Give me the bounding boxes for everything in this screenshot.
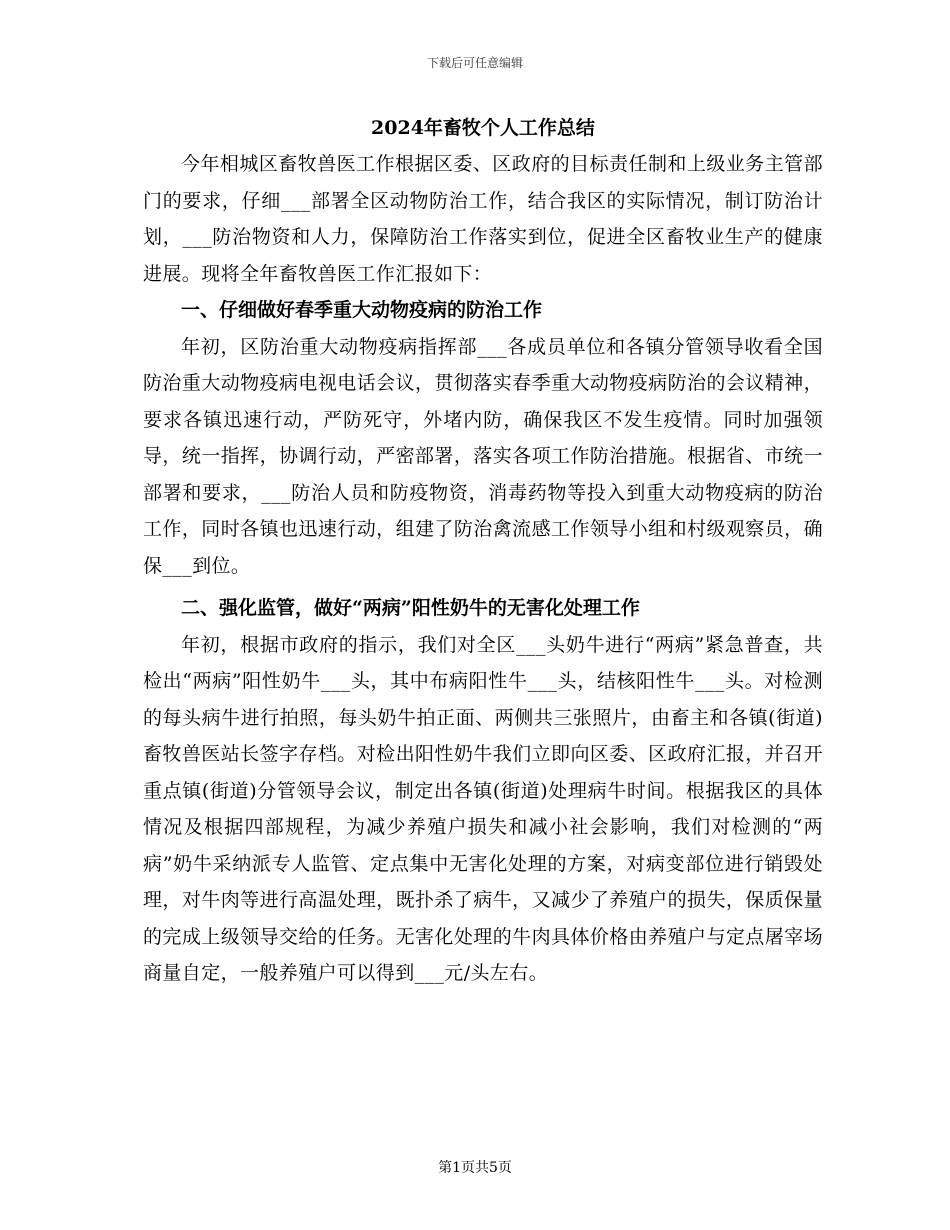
page-number: 第1页共5页 [438,1160,512,1176]
section-heading-1: 一、仔细做好春季重大动物疫病的防治工作 [181,299,543,321]
section-heading-2: 二、强化监管，做好“两病”阳性奶牛的无害化处理工作 [181,597,640,619]
header-note: 下载后可任意编辑 [426,56,523,70]
document-body [143,110,823,992]
document-title: 2024年畜牧个人工作总结 [371,117,595,139]
section-body-1: 年初，区防治重大动物疫病指挥部___各成员单位和各镇分管领导收看全国防治重大动物疫病电视电话会议，贯彻落实春季重大动物疫病防治的会议精神，要求各镇迅速行动，严防死守，外堵内防，确保我区不发生疫情。同时加强领导，统一指挥，协调行动，严密部署，落实各项工作防治措施。根据省、市统一部署和要求，___防治人员和防疫物资，消毒药物等投入到重大动物疫病的防治工作，同时各镇也迅速行动，组建了防治禽流感工作领导小组和村级观察员，确保___到位。 [143,335,823,577]
section-body-2: 年初，根据市政府的指示，我们对全区___头奶牛进行“两病”紧急普查，共检出“两病”阳性奶牛___头，其中布病阳性牛___头，结核阳性牛___头。对检测的每头病牛进行拍照，每头奶牛拍正面、两侧共三张照片，由畜主和各镇(街道)畜牧兽医站长签字存档。对检出阳性奶牛我们立即向区委、区政府汇报，并召开重点镇(街道)分管领导会议，制定出各镇(街道)处理病牛时间。根据我区的具体情况及根据四部规程，为减少养殖户损失和减小社会影响，我们对检测的“两病”奶牛采纳派专人监管、定点集中无害化处理的方案，对病变部位进行销毁处理，对牛肉等进行高温处理，既扑杀了病牛，又减少了养殖户的损失，保质保量的完成上级领导交给的任务。无害化处理的牛肉具体价格由养殖户与定点屠宰场商量自定，一般养殖户可以得到___元/头左右。 [143,633,823,984]
intro-paragraph: 今年相城区畜牧兽医工作根据区委、区政府的目标责任制和上级业务主管部门的要求，仔细___部署全区动物防治工作，结合我区的实际情况，制订防治计划，___防治物资和人力，保障防治工作落实到位，促进全区畜牧业生产的健康进展。现将全年畜牧兽医工作汇报如下： [143,153,823,285]
